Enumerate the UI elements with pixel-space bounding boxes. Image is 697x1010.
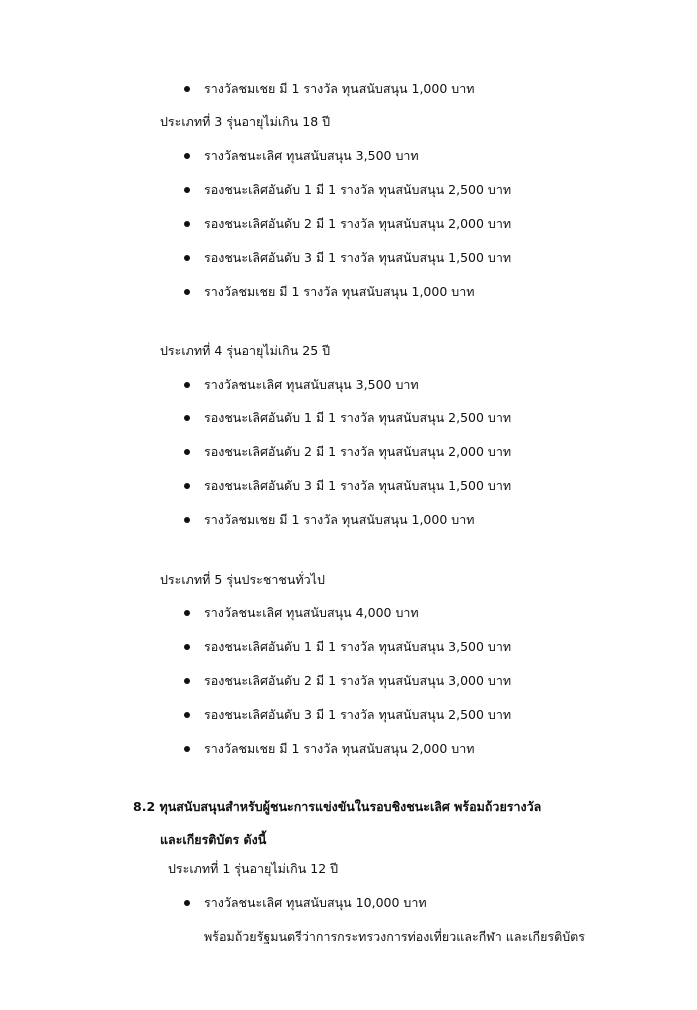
bullet-icon bbox=[184, 449, 190, 455]
category-heading: ประเภทที่ 3 รุ่นอายุไม่เกิน 18 ปี bbox=[160, 114, 331, 129]
prize-text: รางวัลชนะเลิศ ทุนสนับสนุน 3,500 บาท bbox=[204, 377, 419, 392]
prize-text: รองชนะเลิศอันดับ 1 มี 1 รางวัล ทุนสนับสนุน 2,500 บาท bbox=[204, 410, 512, 425]
bullet-icon bbox=[184, 712, 190, 718]
prize-text: รางวัลชมเชย มี 1 รางวัล ทุนสนับสนุน 1,000 บาท bbox=[204, 284, 475, 299]
prize-text: รางวัลชนะเลิศ ทุนสนับสนุน 4,000 บาท bbox=[204, 605, 419, 620]
bullet-icon bbox=[184, 483, 190, 489]
prize-text: รองชนะเลิศอันดับ 3 มี 1 รางวัล ทุนสนับสนุน 2,500 บาท bbox=[204, 707, 512, 722]
prize-text: รางวัลชนะเลิศ ทุนสนับสนุน 10,000 บาท bbox=[204, 895, 427, 910]
bullet-icon bbox=[184, 746, 190, 752]
bullet-icon bbox=[184, 644, 190, 650]
bullet-icon bbox=[184, 900, 190, 906]
section-heading-continued: และเกียรติบัตร ดังนี้ bbox=[160, 832, 267, 847]
prize-text: รางวัลชมเชย มี 1 รางวัล ทุนสนับสนุน 1,000 บาท bbox=[204, 81, 475, 96]
prize-text: รองชนะเลิศอันดับ 2 มี 1 รางวัล ทุนสนับสนุน 3,000 บาท bbox=[204, 673, 512, 688]
bullet-icon bbox=[184, 86, 190, 92]
prize-text: รางวัลชนะเลิศ ทุนสนับสนุน 3,500 บาท bbox=[204, 148, 419, 163]
prize-text: รองชนะเลิศอันดับ 2 มี 1 รางวัล ทุนสนับสนุน 2,000 บาท bbox=[204, 444, 512, 459]
bullet-icon bbox=[184, 221, 190, 227]
prize-text: รางวัลชมเชย มี 1 รางวัล ทุนสนับสนุน 1,000 บาท bbox=[204, 512, 475, 527]
category-heading: ประเภทที่ 4 รุ่นอายุไม่เกิน 25 ปี bbox=[160, 343, 331, 358]
category-heading: ประเภทที่ 1 รุ่นอายุไม่เกิน 12 ปี bbox=[168, 861, 339, 876]
bullet-icon bbox=[184, 678, 190, 684]
trophy-note: พร้อมถ้วยรัฐมนตรีว่าการกระทรวงการท่องเที่ยวและกีฬา และเกียรติบัตร bbox=[204, 929, 585, 944]
prize-text: รองชนะเลิศอันดับ 2 มี 1 รางวัล ทุนสนับสนุน 2,000 บาท bbox=[204, 216, 512, 231]
bullet-icon bbox=[184, 289, 190, 295]
bullet-icon bbox=[184, 517, 190, 523]
category-heading: ประเภทที่ 5 รุ่นประชาชนทั่วไป bbox=[160, 572, 325, 587]
bullet-icon bbox=[184, 187, 190, 193]
bullet-icon bbox=[184, 382, 190, 388]
bullet-icon bbox=[184, 415, 190, 421]
bullet-icon bbox=[184, 153, 190, 159]
bullet-icon bbox=[184, 255, 190, 261]
prize-text: รองชนะเลิศอันดับ 3 มี 1 รางวัล ทุนสนับสนุน 1,500 บาท bbox=[204, 478, 512, 493]
prize-text: รองชนะเลิศอันดับ 3 มี 1 รางวัล ทุนสนับสนุน 1,500 บาท bbox=[204, 250, 512, 265]
bullet-icon bbox=[184, 610, 190, 616]
prize-text: รองชนะเลิศอันดับ 1 มี 1 รางวัล ทุนสนับสนุน 3,500 บาท bbox=[204, 639, 512, 654]
prize-text: รองชนะเลิศอันดับ 1 มี 1 รางวัล ทุนสนับสนุน 2,500 บาท bbox=[204, 182, 512, 197]
prize-text: รางวัลชมเชย มี 1 รางวัล ทุนสนับสนุน 2,000 บาท bbox=[204, 741, 475, 756]
section-heading: 8.2 ทุนสนับสนุนสำหรับผู้ชนะการแข่งขันในรอบชิงชนะเลิศ พร้อมถ้วยรางวัล bbox=[133, 799, 542, 814]
